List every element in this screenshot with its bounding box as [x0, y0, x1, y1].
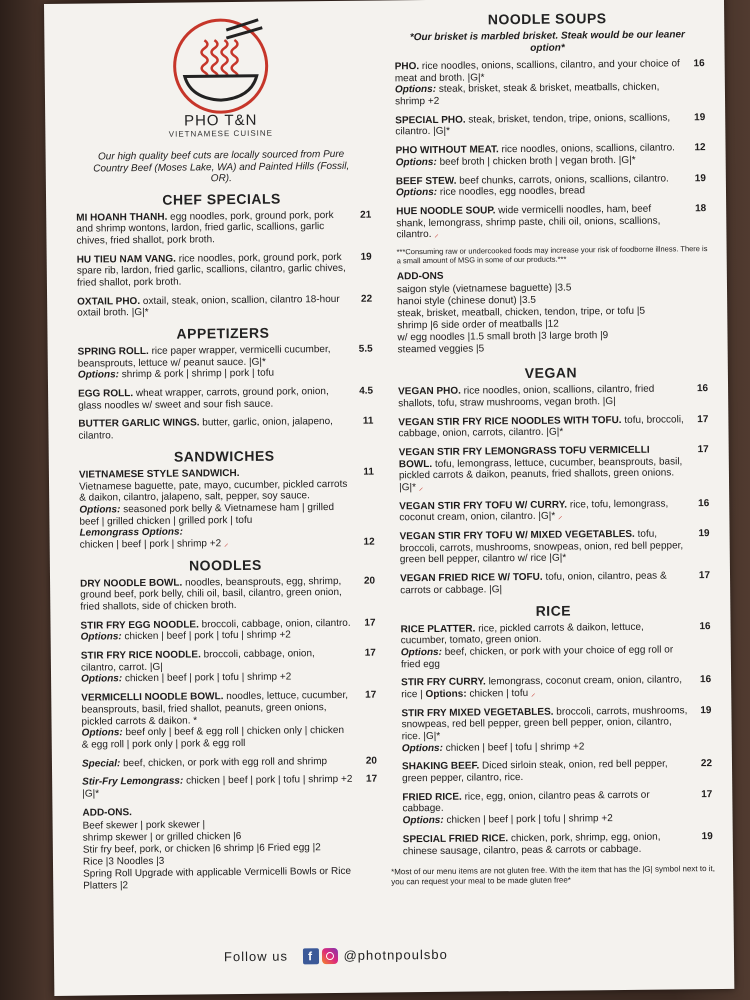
addon-line: w/ egg noodles |1.5 small broth |3 large broth |9 [397, 330, 609, 344]
addon-line: Rice |3 Noodles |3 [82, 855, 165, 868]
menu-item: RICE PLATTER. rice, pickled carrots & daikon, lettuce, cucumber, tomato, green onion. Options: beef, chicken, or pork with your choice of egg roll or fried egg 16 [400, 620, 711, 670]
item-price: 19 [694, 111, 706, 123]
facebook-icon: f [302, 948, 318, 964]
item-price: 11 [362, 416, 374, 428]
beef-sourcing-note: Our high quality beef cuts are locally sourced from Pure Country Beef (Moses Lake, WA) and Painted Hills (Fossil, OR). [93, 148, 350, 185]
menu-item: HUE NOODLE SOUP. wide vermicelli noodles, ham, beef shank, lemongrass, shrimp paste, chili oil, onions, scallions, cilantro. ⸝ 18 [396, 202, 707, 241]
addon-line: saigon style (vietnamese baguette) |3.5 [396, 282, 572, 296]
item-price: 16 [699, 674, 712, 686]
left-column [62, 7, 386, 893]
item-price: 16 [698, 497, 710, 509]
menu-item: VIETNAMESE STYLE SANDWICH. Vietnamese baguette, pate, mayo, cucumber, pickled carrots & daikon, cilantro, jalapeno, salt, pepper, soy sauce. Options: seasoned pork belly & Vietnamese ham | grilled beef | grilled chicken | grilled pork | tofu Lemongrass Options: chicken | beef | pork | shrimp +2 ⸝ 11 12 [78, 466, 375, 551]
menu-item: SPRING ROLL. rice paper wrapper, vermicelli cucumber, beansprouts, lettuce w/ peanut sauce. |G|* Options: shrimp & pork | shrimp | pork | tofu 5.5 [77, 343, 373, 382]
menu-item: VERMICELLI NOODLE BOWL. noodles, lettuce, cucumber, beansprouts, basil, fried shallot, peanuts, green onions, pickled carrots & daikon. * Options: beef only | beef & egg roll | chicken only | chicken & egg roll | pork only | pork & egg roll 17 [81, 689, 377, 751]
addon-line: Spring Roll Upgrade with applicable Vermicelli Bowls or Rice Platters |2 [83, 865, 352, 892]
chili-icon: ⸝ [530, 687, 536, 698]
item-price: 17 [697, 444, 709, 456]
sandwiches-title: SANDWICHES [173, 447, 275, 465]
menu-item: BUTTER GARLIC WINGS. butter, garlic, onion, jalapeno, cilantro. 11 [78, 416, 374, 442]
menu-item: Special: beef, chicken, or pork with egg roll and shrimp 20 [81, 755, 377, 770]
menu-item: DRY NOODLE BOWL. noodles, beansprouts, egg, shrimp, ground beef, pork belly, chili oil, basil, cilantro, green onion, fried shallots, side of chicken broth. 20 [80, 575, 376, 613]
menu-sheet [44, 0, 734, 996]
menu-item: VEGAN STIR FRY RICE NOODLES WITH TOFU. tofu, broccoli, cabbage, onion, carrots, cilantro. |G|* 17 [398, 413, 709, 440]
noodles-title: NOODLES [188, 556, 262, 574]
item-price: 18 [694, 202, 707, 215]
menu-item: STIR FRY CURRY. lemongrass, coconut cream, onion, cilantro, rice | Options: chicken | tofu ⸝ 16 [401, 674, 712, 701]
vegan-title: VEGAN [524, 364, 578, 382]
chef-specials-title: CHEF SPECIALS [162, 190, 281, 208]
follow-label: Follow us [223, 948, 288, 965]
item-price: 19 [700, 704, 712, 716]
menu-item: STIR FRY EGG NOODLE. broccoli, cabbage, onion, cilantro. Options: chicken | beef | pork | tofu | shrimp +2 17 [80, 617, 376, 644]
menu-item: SPECIAL FRIED RICE. chicken, pork, shrimp, egg, onion, chinese sausage, cilantro, peas & carrots or cabbage. 19 [402, 830, 713, 857]
gluten-free-note: *Most of our menu items are not gluten free. With the item that has the |G| symbol next to it, you can request your meal to be made gluten free* [391, 864, 715, 887]
item-price: 11 [363, 466, 374, 478]
menu-item: FRIED RICE. rice, egg, onion, cilantro peas & carrots or cabbage. Options: chicken | beef | pork | tofu | shrimp +2 17 [402, 788, 713, 827]
item-price: 4.5 [359, 385, 374, 397]
item-price: 22 [700, 758, 713, 770]
rice-title: RICE [535, 602, 572, 619]
addon-line: steamed veggies |5 [397, 343, 485, 356]
addon-line: shrimp |6 side order of meatballs |12 [397, 318, 559, 332]
item-price: 17 [364, 647, 376, 659]
instagram-icon [321, 948, 337, 964]
item-price: 12 [694, 142, 706, 154]
menu-item: PHO WITHOUT MEAT. rice noodles, onions, scallions, cilantro. Options: beef broth | chicken broth | vegan broth. |G|* 12 [395, 142, 706, 169]
menu-item: VEGAN FRIED RICE W/ TOFU. tofu, onion, cilantro, peas & carrots or cabbage. |G| 17 [399, 570, 711, 597]
brand-name: PHO T&N [183, 111, 258, 130]
addon-line: Beef skewer | pork skewer | [82, 818, 206, 832]
pho-bowl-logo-icon [162, 18, 279, 119]
menu-item: VEGAN STIR FRY TOFU W/ CURRY. rice, tofu, lemongrass, coconut cream, onion, cilantro. |G|* ⸝ 16 [399, 497, 710, 524]
addon-line: steak, brisket, meatball, chicken, tendon, tripe, or tofu |5 [397, 305, 646, 320]
menu-item: STIR FRY MIXED VEGETABLES. broccoli, carrots, mushrooms, snowpeas, red bell pepper, green bell pepper, onion, cilantro, rice. |G|* Options: chicken | beef | tofu | shrimp +2 19 [401, 704, 712, 754]
menu-item: BEEF STEW. beef chunks, carrots, onions, scallions, cilantro. Options: rice noodles, egg noodles, bread 19 [395, 172, 706, 199]
item-price: 20 [363, 575, 376, 587]
noodles-addons-title: ADD-ONS. [82, 806, 132, 819]
item-price: 16 [693, 58, 705, 70]
menu-item: SHAKING BEEF. Diced sirloin steak, onion, red bell pepper, green pepper, cilantro, rice. 22 [401, 758, 713, 785]
menu-item: SPECIAL PHO. steak, brisket, tendon, tripe, onions, scallions, cilantro. |G|* 19 [395, 111, 706, 138]
menu-item: VEGAN PHO. rice noodles, onion, scallions, cilantro, fried shallots, tofu, straw mushrooms, vegan broth. |G| 16 [398, 383, 709, 410]
item-price: 19 [701, 830, 713, 842]
item-price: 17 [697, 413, 709, 425]
noodle-soups-title: NOODLE SOUPS [487, 10, 607, 28]
menu-item: STIR FRY RICE NOODLE. broccoli, cabbage, onion, cilantro, carrot. |G| Options: chicken | beef | pork | tofu | shrimp +2 17 [80, 647, 376, 686]
chili-icon: ⸝ [418, 482, 424, 493]
item-price: 17 [364, 617, 376, 629]
menu-item: VEGAN STIR FRY LEMONGRASS TOFU VERMICELLI BOWL. tofu, lemongrass, lettuce, cucumber, beansprouts, basil, pickled carrots & daikon, peanuts, fried shallots, green onions. |G|* ⸝ 17 [398, 444, 709, 494]
brisket-note: *Our brisket is marbled brisket. Steak would be our leaner option* [409, 29, 685, 54]
item-price: 19 [694, 172, 706, 184]
social-footer [224, 944, 584, 970]
brand-subtitle: VIETNAMESE CUISINE [168, 128, 274, 139]
right-column [382, 3, 721, 887]
menu-item: MI HOANH THANH. egg noodles, pork, ground pork, pork and shrimp wontons, lardon, fried garlic, scallions, garlic chives, fried shallot, pork broth. 21 [76, 209, 372, 247]
item-price: 5.5 [358, 343, 373, 355]
item-price: 17 [698, 570, 711, 582]
item-price: 21 [360, 209, 372, 221]
item-price: 12 [363, 536, 375, 548]
item-price: 20 [365, 755, 377, 767]
menu-item: VEGAN STIR FRY TOFU W/ MIXED VEGETABLES. tofu, broccoli, carrots, mushrooms, snowpeas, onion, red bell pepper, green bell pepper, cilantro w/ rice |G|* 19 [399, 528, 710, 566]
menu-item: HU TIEU NAM VANG. rice noodles, pork, ground pork, pork spare rib, lardon, fried garlic, scallions, cilantro, garlic chives, fried shallot, pork broth. 19 [76, 251, 372, 289]
raw-food-warning: ***Consuming raw or undercooked foods may increase your risk of foodborne illness. There is a small amount of MSG in some of our products.*** [396, 244, 708, 265]
item-price: 22 [360, 293, 373, 305]
logo [62, 7, 378, 140]
menu-item: PHO. rice noodles, onions, scallions, cilantro, and your choice of meat and broth. |G|* Options: steak, brisket, steak & brisket, meatballs, chicken, shrimp +2 16 [394, 58, 705, 108]
item-price: 17 [365, 773, 378, 785]
item-price: 19 [360, 251, 372, 263]
chili-icon: ⸝ [557, 510, 563, 522]
soup-addons-title: ADD-ONS [396, 271, 444, 283]
menu-item: EGG ROLL. wheat wrapper, carrots, ground pork, onion, glass noodles w/ sweet and sour fish sauce. 4.5 [78, 385, 374, 412]
item-price: 16 [699, 620, 711, 632]
chili-icon: ⸝ [223, 538, 229, 549]
menu-item: Stir-Fry Lemongrass: chicken | beef | pork | tofu | shrimp +2 |G|* 17 [82, 773, 378, 800]
item-price: 16 [696, 383, 709, 395]
item-price: 17 [701, 788, 713, 800]
appetizers-title: APPETIZERS [176, 324, 270, 342]
chili-icon: ⸝ [434, 229, 439, 240]
menu-item: OXTAIL PHO. oxtail, steak, onion, scallion, cilantro 18-hour oxtail broth. |G|* 22 [77, 293, 373, 319]
addon-line: hanoi style (chinese donut) |3.5 [397, 295, 536, 308]
addon-line: Stir fry beef, pork, or chicken |6 shrimp |6 Fried egg |2 [82, 841, 321, 856]
addon-line: shrimp skewer | or grilled chicken |6 [82, 830, 242, 844]
item-price: 17 [365, 689, 377, 701]
item-price: 19 [698, 528, 710, 540]
social-handle: @photnpoulsbo [343, 946, 448, 963]
